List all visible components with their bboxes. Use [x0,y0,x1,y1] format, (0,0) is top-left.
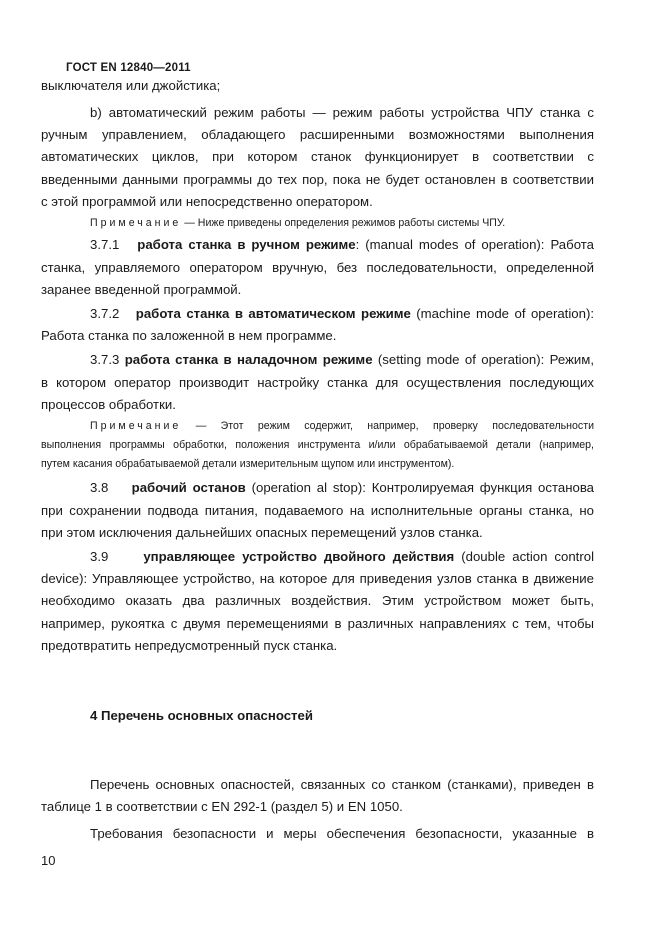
term-number: 3.7.2 [90,306,120,321]
text-line: станка, управляемого оператором вручную, без последовательности, определенной [41,260,594,275]
term-number: 3.8 [90,480,109,495]
text-line: введенными данными программы до тех пор, пока не будет остановлен в соответствии [41,172,594,187]
text-line: процессов обработки. [41,397,176,412]
note-line: путем касания обрабатываемой детали измерительным щупом или инструментом). [41,458,455,470]
text-line: Перечень основных опасностей, связанных со станком (станками), приведен в [90,777,594,792]
term-title: работа станка в наладочном режиме [124,352,373,367]
term-definition: : (manual modes of operation): Работа [355,237,594,252]
term-title: работа станка в ручном режиме [137,237,356,252]
text-line: при сохранении подвода питания, подаваемого на исполнительные органы станка, но [41,503,594,518]
text-line: Работа станка по заложенной в нем программе. [41,328,337,343]
text-line: в котором оператор производит настройку станка для осуществления последующих [41,375,594,390]
section-heading: 4 Перечень основных опасностей [90,708,313,723]
term-number: 3.7.1 [90,237,120,252]
text-line: автоматических циклов, при котором станок функционирует в соответствии с [41,149,594,164]
note [90,216,643,230]
text-line: предотвратить непредусмотренный пуск станка. [41,638,338,653]
note-text: — Ниже приведены определения режимов работы системы ЧПУ. [181,217,506,229]
document-header: ГОСТ EN 12840—2011 [66,62,191,74]
term-line [90,548,594,565]
note-line: выполнения программы обработки, положения инструмента и/или обрабатываемой детали (например, [41,439,594,451]
term-definition: (operation al stop): Контролируемая функция останова [245,480,595,495]
term-title: управляющее устройство двойного действия [143,549,455,564]
text-line: выключателя или джойстика; [41,78,221,93]
term-line [90,305,594,322]
term-line [90,351,594,368]
text-line: при этом исключения дальнейших опасных перемещений узлов станка. [41,525,483,540]
text-line: с этой программой или непосредственно оператором. [41,194,373,209]
note-text: — Этот режим содержит, например, проверку последовательности [181,420,594,432]
term-title: работа станка в автоматическом режиме [135,306,411,321]
text-line: Требования безопасности и меры обеспечения безопасности, указанные в [90,826,594,841]
term-number: 3.9 [90,549,109,564]
term-title: рабочий останов [131,480,246,495]
term-definition: (double action control [454,549,594,564]
term-number: 3.7.3 [90,352,120,367]
term-definition: (machine mode of operation): [410,306,595,321]
term-line [90,479,594,496]
note-prefix: Примечание [90,217,182,229]
page-number: 10 [41,853,56,868]
text-line: необходимо оказать два различных воздействия. Этим устройством может быть, [41,593,594,608]
text-line: b) автоматический режим работы — режим работы устройства ЧПУ станка с [90,105,594,120]
note-prefix: Примечание [90,420,182,432]
note [90,419,594,433]
text-line: ручным управлением, обладающего расширенными возможностями выполнения [41,127,594,142]
term-definition: (setting mode of operation): Режим, [372,352,594,367]
text-line: например, рукоятка с двумя перемещениями в различных направлениях с тем, чтобы [41,616,594,631]
term-line [90,236,594,253]
text-line: device): Управляющее устройство, на которое для приведения узлов станка в движение [41,571,594,586]
text-line: таблице 1 в соответствии с EN 292-1 (раздел 5) и EN 1050. [41,799,403,814]
text-line: заранее введенной программой. [41,282,242,297]
